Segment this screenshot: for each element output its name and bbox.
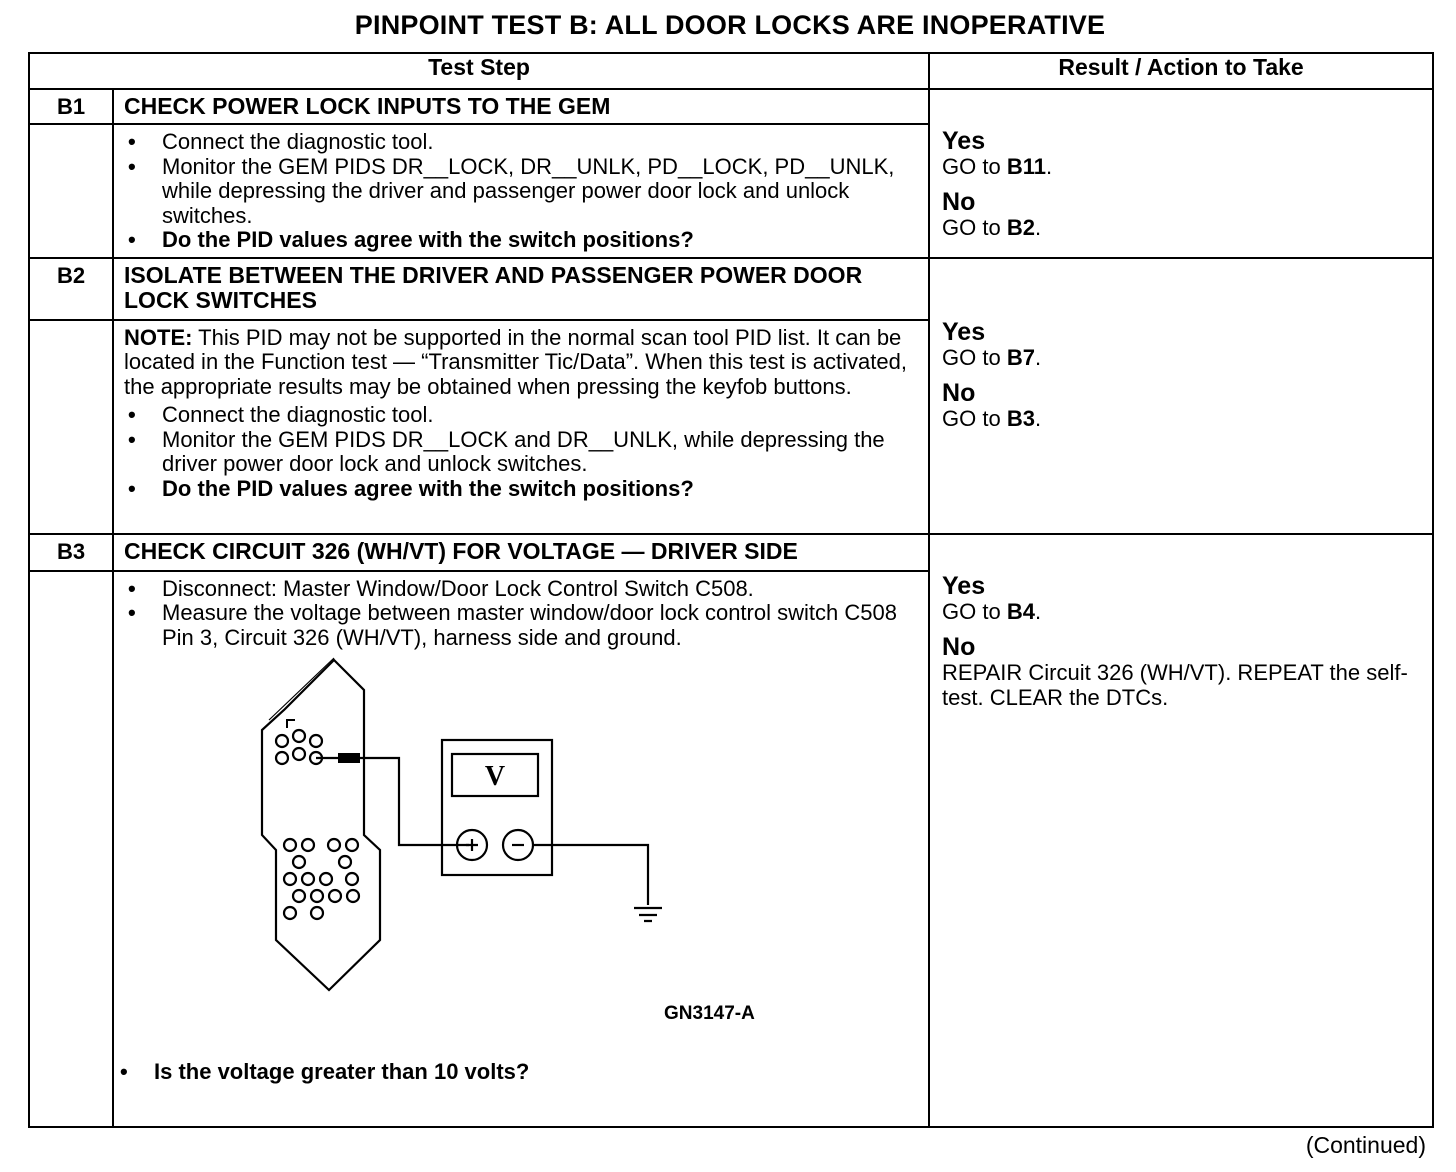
no-target: B2 [1006, 215, 1035, 240]
no-action: GO to B3. [942, 405, 1042, 431]
no-action: REPAIR Circuit 326 (WH/VT). REPEAT the self-test. CLEAR the DTCs. [942, 659, 1408, 710]
no-label: No [942, 188, 976, 216]
step-heading: CHECK POWER LOCK INPUTS TO THE GEM [113, 89, 929, 124]
step-question: • Do the PID values agree with the switch positions? [162, 477, 918, 502]
no-target: B3 [1006, 405, 1035, 431]
bullet: • Monitor the GEM PIDS DR__LOCK and DR__UNLK, while depressing the driver power door lock and unlock switches. [162, 428, 918, 477]
bullet: • Connect the diagnostic tool. [162, 403, 918, 428]
continued-label: (Continued) [1305, 1132, 1426, 1158]
step-heading: CHECK CIRCUIT 326 (WH/VT) FOR VOLTAGE — DRIVER SIDE [113, 534, 929, 571]
step-b3-result [929, 534, 1433, 1127]
bullet: • Monitor the GEM PIDS DR__LOCK, DR__UNLK, PD__LOCK, PD__UNLK, while depressing the driver and passenger power door lock and unlock switches. [162, 155, 918, 229]
connector-voltmeter-illustration [124, 650, 914, 1060]
step-question: • Do the PID values agree with the switch positions? [162, 228, 918, 253]
yes-label: Yes [942, 317, 986, 346]
step-id: B3 [29, 534, 113, 571]
step-id: B1 [29, 89, 113, 124]
step-b1-heading-row [29, 89, 1433, 124]
yes-label: Yes [942, 571, 986, 600]
yes-target: B7 [1006, 344, 1035, 370]
step-b2-body [113, 320, 929, 534]
no-label: No [942, 378, 976, 407]
yes-action: GO to B4. [942, 598, 1042, 624]
yes-target: B4 [1006, 598, 1035, 624]
step-b1-result [929, 89, 1433, 258]
page-title: PINPOINT TEST B: ALL DOOR LOCKS ARE INOPERATIVE [354, 10, 1106, 40]
column-header-result: Result / Action to Take [929, 53, 1433, 89]
probe-tip [338, 753, 360, 763]
step-b3-heading-row [29, 534, 1433, 571]
column-header-test-step: Test Step [29, 53, 929, 89]
step-heading: ISOLATE BETWEEN THE DRIVER AND PASSENGER POWER DOOR LOCK SWITCHES [113, 258, 929, 320]
bullet: • Disconnect: Master Window/Door Lock Control Switch C508. [162, 577, 918, 602]
step-b2-result [929, 258, 1433, 534]
step-question: • Is the voltage greater than 10 volts? [154, 1060, 918, 1085]
yes-label: Yes [942, 127, 986, 155]
note [124, 326, 918, 400]
step-b2-heading-row [29, 258, 1433, 320]
step-b3-body [113, 571, 929, 1127]
voltmeter-diagram [124, 650, 918, 1060]
ground-symbol [634, 908, 662, 921]
no-action: GO to B2. [942, 215, 1042, 240]
figure-id: GN3147-A [664, 1003, 755, 1024]
note-text: This PID may not be supported in the normal scan tool PID list. It can be located in the Function test — “Transmitter Tic/Data”. When this test is activated, the appropriate results may be obtained when pressing the keyfob buttons. [124, 324, 907, 399]
bullet: • Connect the diagnostic tool. [162, 130, 918, 155]
yes-action: GO to B11. [942, 154, 1053, 179]
pinpoint-test-table [28, 52, 1434, 1128]
bullet: • Measure the voltage between master window/door lock control switch C508 Pin 3, Circuit 326 (WH/VT), harness side and ground. [162, 601, 918, 650]
no-label: No [942, 632, 976, 661]
table-header-row [29, 53, 1433, 89]
yes-target: B11 [1006, 154, 1046, 179]
meter-symbol: V [484, 761, 506, 792]
note-label: NOTE: [124, 324, 193, 350]
probe-lead [316, 758, 469, 845]
step-id: B2 [29, 258, 113, 320]
yes-action: GO to B7. [942, 344, 1042, 370]
step-b1-body [113, 124, 929, 258]
